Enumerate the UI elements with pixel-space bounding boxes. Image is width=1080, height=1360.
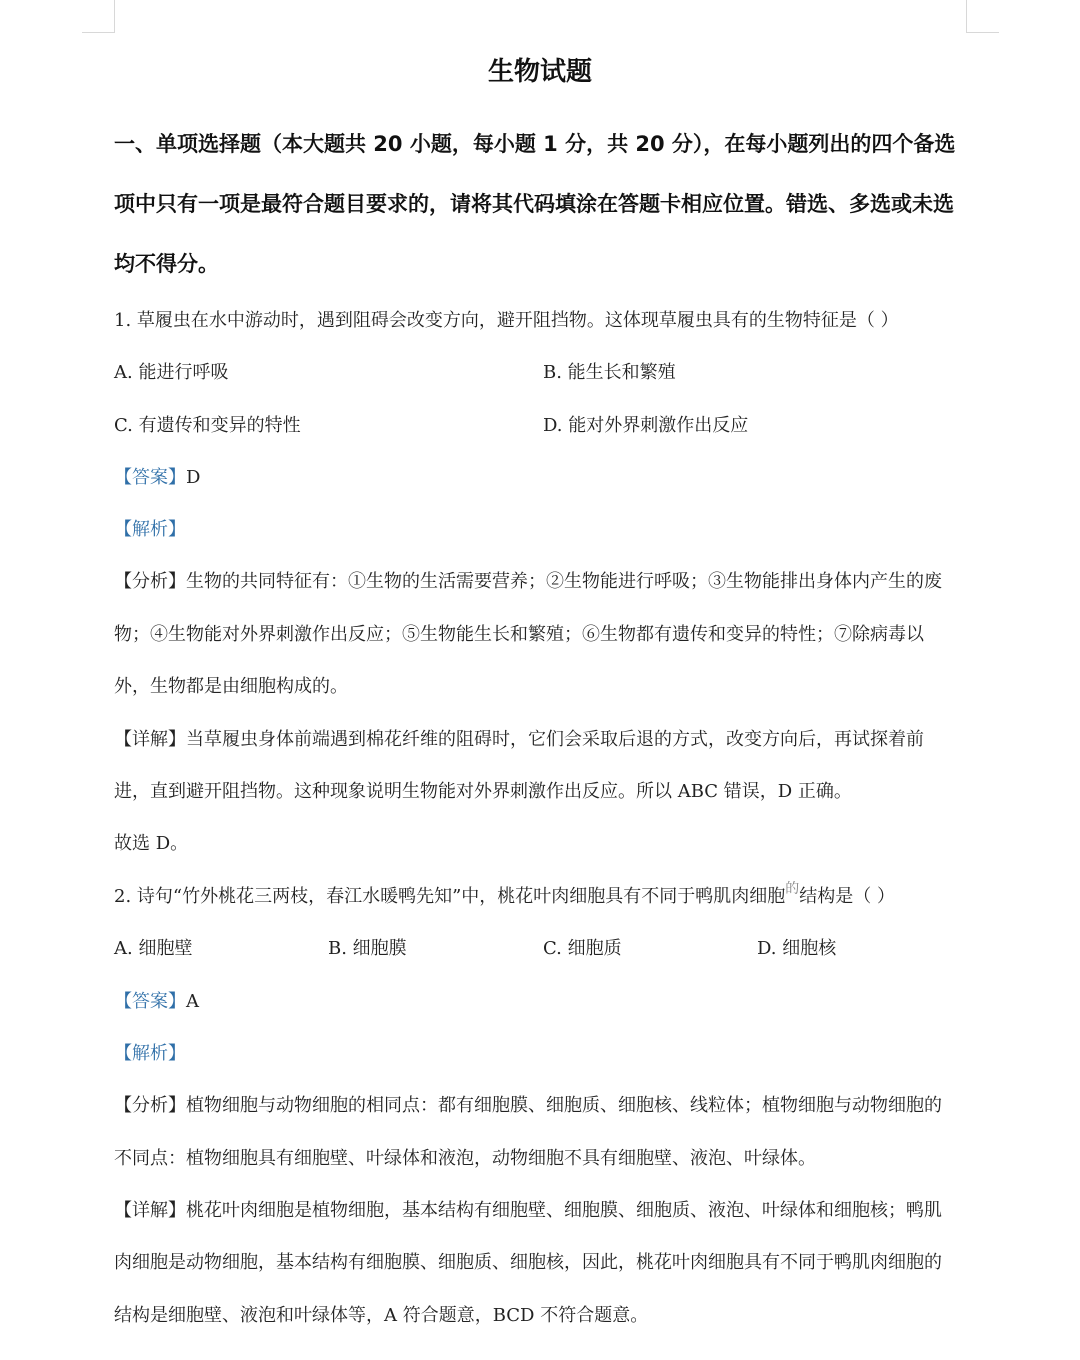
q2-fenxi-label: 【分析】 <box>114 1095 186 1116</box>
q1-xiangjie-line-2: 进，直到避开阻挡物。这种现象说明生物能对外界刺激作出反应。所以 ABC 错误，D 正确。 <box>114 781 852 802</box>
q2-xiangjie-text-1: 桃花叶肉细胞是植物细胞，基本结构有细胞壁、细胞膜、细胞质、液泡、叶绿体和细胞核；鸭肌 <box>186 1200 942 1221</box>
q1-option-a: A. 能进行呼吸 <box>114 362 229 383</box>
section-heading-line-1: 一、单项选择题（本大题共 20 小题，每小题 1 分，共 20 分），在每小题列出的四个备选 <box>114 132 956 156</box>
page-corner-mark-left <box>82 0 115 33</box>
q1-fenxi-text-1: 生物的共同特征有：①生物的生活需要营养；②生物能进行呼吸；③生物能排出身体内产生的废 <box>186 571 942 592</box>
q2-stem-text-end: 结构是（ ） <box>799 886 896 907</box>
q2-xiangjie-line-2: 肉细胞是动物细胞，基本结构有细胞膜、细胞质、细胞核，因此，桃花叶肉细胞具有不同于鸭肌肉细胞的 <box>114 1252 942 1273</box>
q2-stem <box>114 881 896 910</box>
q1-xiangjie-line-1 <box>114 728 924 752</box>
section-heading-line-2: 项中只有一项是最符合题目要求的，请将其代码填涂在答题卡相应位置。错选、多选或未选 <box>114 192 954 216</box>
q1-fenxi-line-3: 外，生物都是由细胞构成的。 <box>114 676 348 697</box>
q2-option-c: C. 细胞质 <box>543 938 622 959</box>
q1-conclusion: 故选 D。 <box>114 833 189 854</box>
q1-analysis-label: 【解析】 <box>114 519 186 540</box>
q2-fenxi-line-1 <box>114 1094 942 1118</box>
section-heading-line-3: 均不得分。 <box>114 252 219 276</box>
q1-answer <box>114 466 200 490</box>
document-title: 生物试题 <box>487 57 592 87</box>
q2-analysis-label: 【解析】 <box>114 1043 186 1064</box>
q1-option-c: C. 有遗传和变异的特性 <box>114 415 301 436</box>
q1-option-d: D. 能对外界刺激作出反应 <box>543 415 749 436</box>
q2-xiangjie-line-3: 结构是细胞壁、液泡和叶绿体等，A 符合题意，BCD 不符合题意。 <box>114 1305 649 1326</box>
q1-answer-value: D <box>186 467 201 488</box>
q1-option-b: B. 能生长和繁殖 <box>543 362 676 383</box>
q2-fenxi-line-2: 不同点：植物细胞具有细胞壁、叶绿体和液泡，动物细胞不具有细胞壁、液泡、叶绿体。 <box>114 1148 816 1169</box>
q2-answer-value: A <box>186 991 199 1012</box>
q2-xiangjie-line-1 <box>114 1199 942 1223</box>
q2-option-d: D. 细胞核 <box>757 938 837 959</box>
q1-xiangjie-text-1: 当草履虫身体前端遇到棉花纤维的阻碍时，它们会采取后退的方式，改变方向后，再试探着前 <box>186 729 924 750</box>
q2-option-b: B. 细胞膜 <box>328 938 407 959</box>
q1-fenxi-label: 【分析】 <box>114 571 186 592</box>
q2-answer <box>114 990 199 1014</box>
q1-xiangjie-label: 【详解】 <box>114 729 186 750</box>
q1-fenxi-line-2: 物；④生物能对外界刺激作出反应；⑤生物能生长和繁殖；⑥生物都有遗传和变异的特性；⑦除病毒以 <box>114 624 924 645</box>
q1-stem: 1. 草履虫在水中游动时，遇到阻碍会改变方向，避开阻挡物。这体现草履虫具有的生物特征是（ ） <box>114 310 899 331</box>
q2-fenxi-text-1: 植物细胞与动物细胞的相同点：都有细胞膜、细胞质、细胞核、线粒体；植物细胞与动物细胞的 <box>186 1095 942 1116</box>
q2-answer-label: 【答案】 <box>114 991 186 1012</box>
q2-option-a: A. 细胞壁 <box>114 938 193 959</box>
q2-stem-text: 2. 诗句“竹外桃花三两枝，春江水暖鸭先知”中，桃花叶肉细胞具有不同于鸭肌肉细胞 <box>114 886 786 907</box>
page-corner-mark-right <box>966 0 999 33</box>
q1-fenxi-line-1 <box>114 570 942 594</box>
q2-xiangjie-label: 【详解】 <box>114 1200 186 1221</box>
q1-answer-label: 【答案】 <box>114 467 186 488</box>
q2-stem-superscript: 的 <box>785 881 800 897</box>
